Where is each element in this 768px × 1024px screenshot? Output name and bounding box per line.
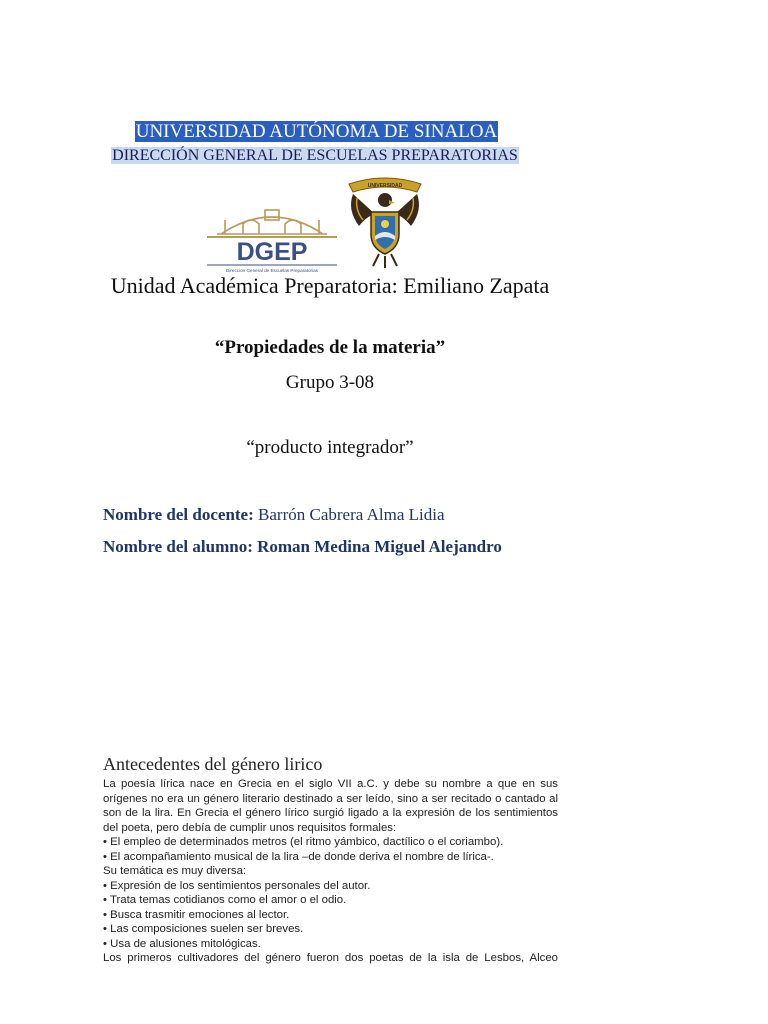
list-item: • El acompañamiento musical de la lira –de donde deriva el nombre de lírica-.	[103, 850, 494, 863]
teacher-line	[103, 505, 663, 525]
university-title	[124, 121, 509, 143]
paragraph-3: Los primeros cultivadores del género fueron dos poetas de la isla de Lesbos, Alceo	[103, 952, 558, 964]
uas-banner-text: UNIVERSIDAD	[367, 183, 403, 189]
university-title-text: UNIVERSIDAD AUTÓNOMA DE SINALOA	[135, 121, 498, 142]
section-body	[103, 777, 558, 966]
teacher-label: Nombre del docente:	[103, 505, 254, 524]
list-item: • Expresión de los sentimientos personales del autor.	[103, 879, 371, 892]
teacher-name: Barrón Cabrera Alma Lidia	[253, 505, 445, 524]
paragraph-1: La poesía lírica nace en Grecia en el siglo VII a.C. y debe su nombre a que en sus orígenes no era un género literario destinado a ser leído, sino a ser recitado o cantado al son de la lira. En Grecia el género lírico surgió ligado a la expresión de los sentimientos del poeta, pero debía de cumplir unos requisitos formales:	[103, 778, 558, 834]
paragraph-2: Su temática es muy diversa:	[103, 865, 247, 877]
direction-title-text: DIRECCIÓN GENERAL DE ESCUELAS PREPARATORIAS	[112, 147, 518, 164]
list-item: • Busca trasmitir emociones al lector.	[103, 908, 290, 921]
dgep-logo-subtitle: Direccion General de Escuelas Preparatorias	[226, 268, 318, 273]
direction-title	[110, 146, 520, 166]
group-label: Grupo 3-08	[285, 372, 375, 393]
list-item: • Usa de alusiones mitológicas.	[103, 937, 261, 950]
subject-title: “Propiedades de la materia”	[214, 337, 446, 358]
product-label: “producto integrador”	[246, 437, 414, 458]
student-line: Nombre del alumno: Roman Medina Miguel Alejandro	[103, 537, 502, 556]
dgep-logo	[203, 206, 341, 276]
unidad-academica-title: Unidad Académica Preparatoria: Emiliano Zapata	[110, 273, 550, 298]
uas-emblem	[345, 170, 425, 270]
list-item: • Las composiciones suelen ser breves.	[103, 923, 304, 935]
list-item: • El empleo de determinados metros (el ritmo yámbico, dactílico o el coriambo).	[103, 836, 504, 848]
section-heading: Antecedentes del género lirico	[103, 754, 323, 774]
dgep-logo-text: DGEP	[236, 238, 308, 266]
list-item: • Trata temas cotidianos como el amor o el odio.	[103, 894, 347, 906]
